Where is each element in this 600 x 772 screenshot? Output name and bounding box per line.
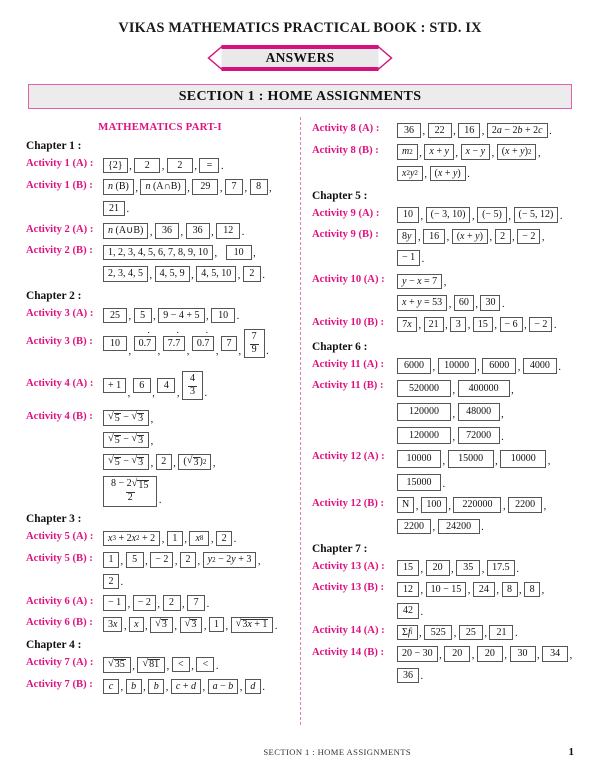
activity-label-11a: Activity 11 (A) : bbox=[312, 358, 385, 370]
answer-box: y − x = 7 bbox=[397, 274, 442, 290]
answer-box: 1 bbox=[103, 552, 119, 568]
chapter-heading-5: Chapter 5 : bbox=[312, 189, 368, 202]
activity-row-10a-cont: x + y = 53 , 60 , 30 . bbox=[312, 294, 584, 313]
answer-box: 7 bbox=[221, 336, 237, 352]
activity-row-14a bbox=[312, 623, 584, 642]
answer-box: 15 bbox=[397, 560, 419, 576]
answer-box: 24200 bbox=[438, 519, 480, 535]
activity-row-7b bbox=[26, 677, 294, 696]
answer-box: 1, 2, 3, 4, 5, 6, 7, 8, 9, 10 bbox=[103, 245, 213, 261]
activity-row-3a bbox=[26, 306, 294, 325]
answer-box: ( √ 3 ) 2 bbox=[178, 454, 211, 470]
chapter-heading-2: Chapter 2 : bbox=[26, 290, 82, 302]
activity-row-11b-cont2: 120000 , 72000 . bbox=[312, 425, 584, 446]
answer-box: 8 bbox=[502, 582, 518, 598]
answer-box: x bbox=[129, 617, 143, 633]
answer-box: 30 bbox=[510, 646, 536, 662]
activity-row-8b-cont: x 2 y 2 , ( x + y ) . bbox=[312, 164, 584, 183]
answer-box: 520000 bbox=[397, 380, 451, 398]
activity-row-4b bbox=[26, 409, 294, 428]
activity-answers-2a: n (A∪B) , 36 , 36 , 12 . bbox=[103, 222, 294, 241]
answer-box: − 2 bbox=[529, 317, 552, 333]
answer-box: < bbox=[172, 657, 190, 673]
answer-box: 5 bbox=[134, 308, 152, 324]
answer-box: x + y bbox=[424, 144, 454, 160]
activity-label-1a: Activity 1 (A) : bbox=[26, 158, 94, 169]
answer-box: √ 3x + 1 bbox=[231, 617, 274, 633]
activity-answers-10a: y − x = 7 , bbox=[397, 272, 584, 291]
answer-box: − 2 bbox=[517, 229, 540, 245]
answer-box: − 1 bbox=[103, 595, 126, 611]
activity-row-11b-cont1: 120000 , 48000 , bbox=[312, 402, 584, 423]
chapter-heading-4: Chapter 4 : bbox=[26, 639, 82, 651]
page-footer bbox=[0, 746, 600, 758]
activity-label-12b: Activity 12 (B) : bbox=[312, 497, 385, 509]
answer-box: 6000 bbox=[482, 358, 516, 374]
answer-box: 48000 bbox=[458, 403, 500, 421]
activity-row-5a bbox=[26, 529, 294, 548]
activity-label-10b: Activity 10 (B) : bbox=[312, 317, 385, 328]
answer-box: 8 − 2 √ 15 2 bbox=[103, 476, 157, 507]
answer-box: (− 3, 10) bbox=[426, 207, 471, 223]
answer-box: 7 bbox=[187, 595, 205, 611]
activity-row-12b bbox=[312, 496, 584, 515]
answer-box: m 2 bbox=[397, 144, 418, 160]
answer-box: 20 bbox=[426, 560, 450, 576]
chapter-heading-6: Chapter 6 : bbox=[312, 340, 368, 353]
answer-box: 21 bbox=[103, 201, 125, 217]
activity-row-14b bbox=[312, 645, 584, 664]
activity-row-12a bbox=[312, 449, 584, 470]
answer-box: n (A∩B) bbox=[140, 179, 185, 195]
answer-box: c bbox=[103, 679, 119, 695]
activity-answers-1a: {2} , 2 , 2 , = . bbox=[103, 156, 294, 175]
activity-row-4b-cont2: √ 5 − √ 3 , 2 , ( √ 3 ) 2 , bbox=[26, 453, 294, 472]
activity-answers-8a: 36 , 22 , 16 , 2 a − 2 b + 2 c . bbox=[397, 121, 584, 140]
answer-box: 36 bbox=[186, 223, 210, 239]
activity-label-8b: Activity 8 (B) : bbox=[312, 144, 379, 156]
chapter-heading-1: Chapter 1 : bbox=[26, 140, 82, 152]
answer-box: d bbox=[245, 679, 261, 695]
answer-box: 2 bbox=[243, 266, 261, 282]
answer-box: 12 bbox=[397, 582, 419, 598]
answer-box: 36 bbox=[397, 668, 419, 684]
answer-box: 120000 bbox=[397, 403, 451, 421]
answer-box: 220000 bbox=[453, 497, 501, 513]
answer-box: 60 bbox=[454, 295, 474, 311]
activity-row-11b bbox=[312, 378, 584, 399]
answer-box: 16 bbox=[423, 229, 445, 245]
activity-row-2a bbox=[26, 222, 294, 241]
activity-row-13b bbox=[312, 580, 584, 599]
activity-row-3b bbox=[26, 328, 294, 360]
answer-box: √ 3 bbox=[150, 617, 173, 633]
activity-row-14b-cont: 36 . bbox=[312, 666, 584, 685]
answer-box: 20 bbox=[444, 646, 470, 662]
answers-ribbon bbox=[208, 45, 393, 71]
activity-row-1a bbox=[26, 156, 294, 175]
activity-row-8b bbox=[312, 143, 584, 162]
answer-box: 120000 bbox=[397, 427, 451, 445]
activity-answers-7a: √ 35 , √ 81 , < , < . bbox=[103, 655, 294, 674]
activity-answers-5b: 1 , 5 , − 2 , 2 , y 2 − 2 y + 3 , bbox=[103, 551, 294, 570]
activity-answers-2b: 1, 2, 3, 4, 5, 6, 7, 8, 9, 10 , 10 , bbox=[103, 243, 294, 262]
activity-label-8a: Activity 8 (A) : bbox=[312, 123, 380, 134]
activity-label-4a: Activity 4 (A) : bbox=[26, 377, 94, 389]
answer-box: $\frac{4}{3}$ bbox=[182, 371, 203, 400]
activity-row-4b-cont3: 8 − 2 √ 15 2 . bbox=[26, 475, 294, 509]
activity-row-1b bbox=[26, 178, 294, 197]
answer-box: 5 bbox=[126, 552, 144, 568]
activity-row-4b-cont1: √ 5 − √ 3 , bbox=[26, 431, 294, 450]
answer-box: b bbox=[126, 679, 142, 695]
answer-box: − 6 bbox=[500, 317, 523, 333]
answer-box: c + d bbox=[171, 679, 201, 695]
activity-label-2a: Activity 2 (A) : bbox=[26, 223, 94, 235]
answer-box: ( x + y ) bbox=[430, 166, 466, 182]
activity-row-5b-cont: 2 . bbox=[26, 572, 294, 591]
footer-page-number: 1 bbox=[568, 746, 574, 758]
answer-box: 15000 bbox=[397, 474, 441, 492]
answer-box: 36 bbox=[155, 223, 179, 239]
answer-box: x 3 + 2 x 2 + 2 bbox=[103, 531, 160, 547]
answer-box: 0. 7 ˙ bbox=[192, 336, 215, 352]
answer-box: 8 y bbox=[397, 229, 416, 245]
answer-box: 3 x bbox=[103, 617, 122, 633]
answer-box: 3 bbox=[450, 317, 466, 333]
activity-row-7a bbox=[26, 655, 294, 674]
answer-box: y 2 − 2 y + 3 bbox=[203, 552, 257, 568]
answer-box: 34 bbox=[542, 646, 568, 662]
activity-row-10a bbox=[312, 272, 584, 291]
answer-box: x 2 y 2 bbox=[397, 166, 423, 182]
answer-box: 8 bbox=[250, 179, 268, 195]
activity-label-7a: Activity 7 (A) : bbox=[26, 657, 94, 668]
answer-box: 10000 bbox=[438, 358, 476, 374]
activity-row-13b-cont: 42 . bbox=[312, 602, 584, 621]
answer-box: 4000 bbox=[523, 358, 557, 374]
activity-label-2b: Activity 2 (B) : bbox=[26, 245, 93, 256]
activity-label-9a: Activity 9 (A) : bbox=[312, 207, 380, 219]
activity-label-14a: Activity 14 (A) : bbox=[312, 625, 385, 636]
activity-row-5b bbox=[26, 551, 294, 570]
activity-answers-11a: 6000 , 10000 , 6000 , 4000 . bbox=[397, 357, 584, 376]
answer-box: 25 bbox=[459, 625, 483, 641]
answer-box: 2 bbox=[495, 229, 511, 245]
answer-box: 10 bbox=[397, 207, 419, 223]
answer-box: 1 bbox=[167, 531, 183, 547]
answer-box: 42 bbox=[397, 603, 419, 619]
activity-answers-6b: 3 x , x , √ 3 , √ 3 , 1 , √ 3x + 1 . bbox=[103, 615, 294, 634]
answer-box: 2 bbox=[134, 158, 160, 174]
answer-box: 1 bbox=[209, 617, 224, 633]
footer-section-text: SECTION 1 : HOME ASSIGNMENTS bbox=[263, 747, 412, 757]
activity-answers-9a: 10 , (− 3, 10) , (− 5) , (− 5, 12) . bbox=[397, 206, 584, 225]
answer-box: √ 5 − √ 3 bbox=[103, 432, 149, 448]
activity-row-2b-cont: 2, 3, 4, 5 , 4, 5, 9 , 4, 5, 10 , 2 . bbox=[26, 265, 294, 284]
answer-box: √ 35 bbox=[103, 657, 131, 673]
activity-label-7b: Activity 7 (B) : bbox=[26, 679, 93, 690]
activity-row-8a bbox=[312, 121, 584, 140]
activity-row-6b bbox=[26, 615, 294, 634]
activity-row-9b-cont: − 1 . bbox=[312, 249, 584, 268]
answer-box: 2, 3, 4, 5 bbox=[103, 266, 148, 282]
answer-box: 21 bbox=[424, 317, 444, 333]
answer-box: 0. 7 ˙ bbox=[134, 336, 157, 352]
activity-answers-5a: x 3 + 2 x 2 + 2 , 1 , x 8 , 2 . bbox=[103, 529, 294, 548]
answer-box: $\frac{7}{9}$ bbox=[244, 329, 265, 358]
answer-box: 4 bbox=[157, 378, 175, 394]
answer-box: 29 bbox=[192, 179, 218, 195]
answer-box: 20 bbox=[477, 646, 503, 662]
answer-box: 15 bbox=[473, 317, 493, 333]
activity-answers-3b: 10 , 0. 7 ˙ , 7. 7 ˙ , 0. 7 ˙ , 7 , $\frac{7}{9}$ . bbox=[103, 328, 294, 360]
answer-box: n (A∪B) bbox=[103, 223, 148, 239]
activity-row-9a bbox=[312, 206, 584, 225]
activity-row-13a bbox=[312, 559, 584, 578]
activity-row-12a-cont: 15000 . bbox=[312, 472, 584, 493]
activity-answers-3a: 25 , 5 , 9 − 4 + 5 , 10 . bbox=[103, 306, 294, 325]
answer-box: 2 bbox=[180, 552, 196, 568]
chapter-heading-3: Chapter 3 : bbox=[26, 513, 82, 525]
answer-box: 10 bbox=[211, 308, 235, 324]
activity-answers-12a: 10000 , 15000 , 10000 , bbox=[397, 449, 584, 470]
activity-answers-6a: − 1 , − 2 , 2 , 7 . bbox=[103, 594, 294, 613]
activity-row-11a bbox=[312, 357, 584, 376]
answer-box: 15000 bbox=[448, 450, 494, 468]
answer-box: N bbox=[397, 497, 414, 513]
answers-columns bbox=[0, 121, 600, 731]
answer-box: 10000 bbox=[397, 450, 441, 468]
activity-row-10b bbox=[312, 315, 584, 334]
answer-box: n (B) bbox=[103, 179, 134, 195]
answer-box: + 1 bbox=[103, 378, 126, 394]
activity-answers-9b: 8 y , 16 , ( x + y ) , 2 , − 2 , bbox=[397, 227, 584, 246]
answer-box: 10 bbox=[226, 245, 252, 261]
activity-label-14b: Activity 14 (B) : bbox=[312, 646, 385, 658]
activity-answers-13b: 12 , 10 − 15 , 24 , 8 , 8 , bbox=[397, 580, 584, 599]
activity-answers-11b: 520000 , 400000 , bbox=[397, 378, 584, 399]
answer-box: 2 bbox=[216, 531, 232, 547]
answer-box: x − y bbox=[461, 144, 491, 160]
activity-label-5b: Activity 5 (B) : bbox=[26, 552, 93, 564]
activity-label-3b: Activity 3 (B) : bbox=[26, 335, 93, 347]
activity-label-6b: Activity 6 (B) : bbox=[26, 617, 93, 628]
answer-box: √ 3 bbox=[180, 617, 203, 633]
answer-box: 525 bbox=[424, 625, 452, 641]
activity-label-11b: Activity 11 (B) : bbox=[312, 380, 384, 391]
activity-answers-10b: 7 x , 21 , 3 , 15 , − 6 , − 2 . bbox=[397, 315, 584, 334]
activity-answers-13a: 15 , 20 , 35 , 17.5 . bbox=[397, 559, 584, 578]
left-column bbox=[26, 121, 294, 699]
activity-answers-8b: m 2 , x + y , x − y , ( x + y ) 2 , bbox=[397, 143, 584, 162]
answer-box: 10 − 15 bbox=[426, 582, 467, 598]
answer-box: 8 bbox=[524, 582, 540, 598]
activity-label-4b: Activity 4 (B) : bbox=[26, 410, 93, 422]
activity-label-5a: Activity 5 (A) : bbox=[26, 531, 94, 542]
answer-box: ( x + y ) 2 bbox=[497, 144, 537, 160]
activity-row-6a bbox=[26, 594, 294, 613]
answer-box: 6 bbox=[133, 378, 151, 394]
answer-box: 72000 bbox=[458, 427, 500, 445]
answer-box: 24 bbox=[473, 582, 495, 598]
answer-box: 7. 7 ˙ bbox=[163, 336, 186, 352]
answer-box: 2 bbox=[156, 454, 172, 470]
chapter-heading-7: Chapter 7 : bbox=[312, 542, 368, 555]
section-header-text: SECTION 1 : HOME ASSIGNMENTS bbox=[178, 88, 422, 104]
activity-answers-14b: 20 − 30 , 20 , 20 , 30 , 34 , bbox=[397, 645, 584, 664]
activity-label-9b: Activity 9 (B) : bbox=[312, 229, 379, 240]
activity-label-12a: Activity 12 (A) : bbox=[312, 450, 385, 462]
activity-label-10a: Activity 10 (A) : bbox=[312, 274, 385, 285]
answer-box: 17.5 bbox=[487, 560, 515, 576]
activity-answers-12b: N , 100 , 220000 , 2200 , bbox=[397, 496, 584, 515]
activity-label-6a: Activity 6 (A) : bbox=[26, 595, 94, 607]
answer-box: 36 bbox=[397, 123, 421, 139]
answer-box: 10 bbox=[103, 336, 127, 352]
answers-label: ANSWERS bbox=[265, 50, 335, 65]
answer-box: 2 a − 2 b + 2 c bbox=[487, 123, 548, 139]
answer-box: 6000 bbox=[397, 358, 431, 374]
answer-box: 7 x bbox=[397, 317, 417, 333]
activity-row-9b bbox=[312, 227, 584, 246]
answers-ribbon-wrap bbox=[0, 45, 600, 75]
answer-box: − 1 bbox=[397, 250, 420, 266]
activity-row-12b-cont: 2200 , 24200 . bbox=[312, 517, 584, 536]
answer-box: 9 − 4 + 5 bbox=[158, 308, 204, 324]
answer-box: ( x + y ) bbox=[452, 229, 488, 245]
section-header-bar bbox=[28, 84, 572, 109]
answer-box: = bbox=[199, 158, 219, 174]
answer-box: 25 bbox=[103, 308, 127, 324]
answer-box: 35 bbox=[456, 560, 480, 576]
answer-box: 10000 bbox=[500, 450, 546, 468]
answer-box: {2} bbox=[103, 158, 128, 174]
activity-answers-14a: Σ f i , 525 , 25 , 21 . bbox=[397, 623, 584, 642]
activity-answers-4b: √ 5 − √ 3 , bbox=[103, 409, 294, 428]
answer-box: − 2 bbox=[133, 595, 156, 611]
answer-box: 21 bbox=[489, 625, 513, 641]
answer-box: 2200 bbox=[508, 497, 542, 513]
answer-box: 4, 5, 10 bbox=[196, 266, 236, 282]
right-column bbox=[312, 121, 584, 688]
answer-box: √ 5 − √ 3 bbox=[103, 410, 149, 426]
answer-box: 2 bbox=[103, 574, 119, 590]
answer-box: 2 bbox=[167, 158, 193, 174]
book-title: VIKAS MATHEMATICS PRACTICAL BOOK : STD. IX bbox=[118, 20, 482, 36]
answer-box: 2 bbox=[163, 595, 181, 611]
answer-box: 20 − 30 bbox=[397, 646, 438, 662]
part-title: MATHEMATICS PART-I bbox=[98, 121, 222, 133]
column-divider bbox=[300, 117, 301, 725]
answer-box: 30 bbox=[480, 295, 500, 311]
activity-row-2b bbox=[26, 243, 294, 262]
answer-box: Σ f i bbox=[397, 625, 418, 641]
answer-box: √ 81 bbox=[137, 657, 165, 673]
answer-box: x + y = 53 bbox=[397, 295, 447, 311]
answer-box: (− 5, 12) bbox=[514, 207, 559, 223]
answer-box: 4, 5, 9 bbox=[155, 266, 190, 282]
answer-box: a − b bbox=[208, 679, 239, 695]
answer-box: x 8 bbox=[189, 531, 209, 547]
activity-label-3a: Activity 3 (A) : bbox=[26, 308, 94, 319]
activity-label-1b: Activity 1 (B) : bbox=[26, 179, 93, 191]
answer-box: 100 bbox=[421, 497, 447, 513]
activity-row-4a bbox=[26, 370, 294, 402]
answer-box: 2200 bbox=[397, 519, 431, 535]
activity-answers-7b: c , b , b , c + d , a − b , d . bbox=[103, 677, 294, 696]
activity-label-13a: Activity 13 (A) : bbox=[312, 560, 385, 572]
answer-box: 400000 bbox=[458, 380, 510, 398]
activity-answers-1b: n (B) , n (A∩B) , 29 , 7 , 8 , bbox=[103, 178, 294, 197]
answer-box: < bbox=[196, 657, 214, 673]
answer-box: − 2 bbox=[150, 552, 173, 568]
activity-label-13b: Activity 13 (B) : bbox=[312, 582, 385, 593]
answer-box: 16 bbox=[458, 123, 480, 139]
activity-answers-4a: + 1 , 6 , 4 , $\frac{4}{3}$ . bbox=[103, 370, 294, 402]
answer-box: 7 bbox=[225, 179, 243, 195]
answer-box: 12 bbox=[216, 223, 240, 239]
answer-box: √ 5 − √ 3 bbox=[103, 454, 149, 470]
answer-box: b bbox=[148, 679, 164, 695]
activity-row-1b-cont: 21 . bbox=[26, 199, 294, 218]
answer-box: 22 bbox=[428, 123, 452, 139]
answer-box: (− 5) bbox=[477, 207, 507, 223]
